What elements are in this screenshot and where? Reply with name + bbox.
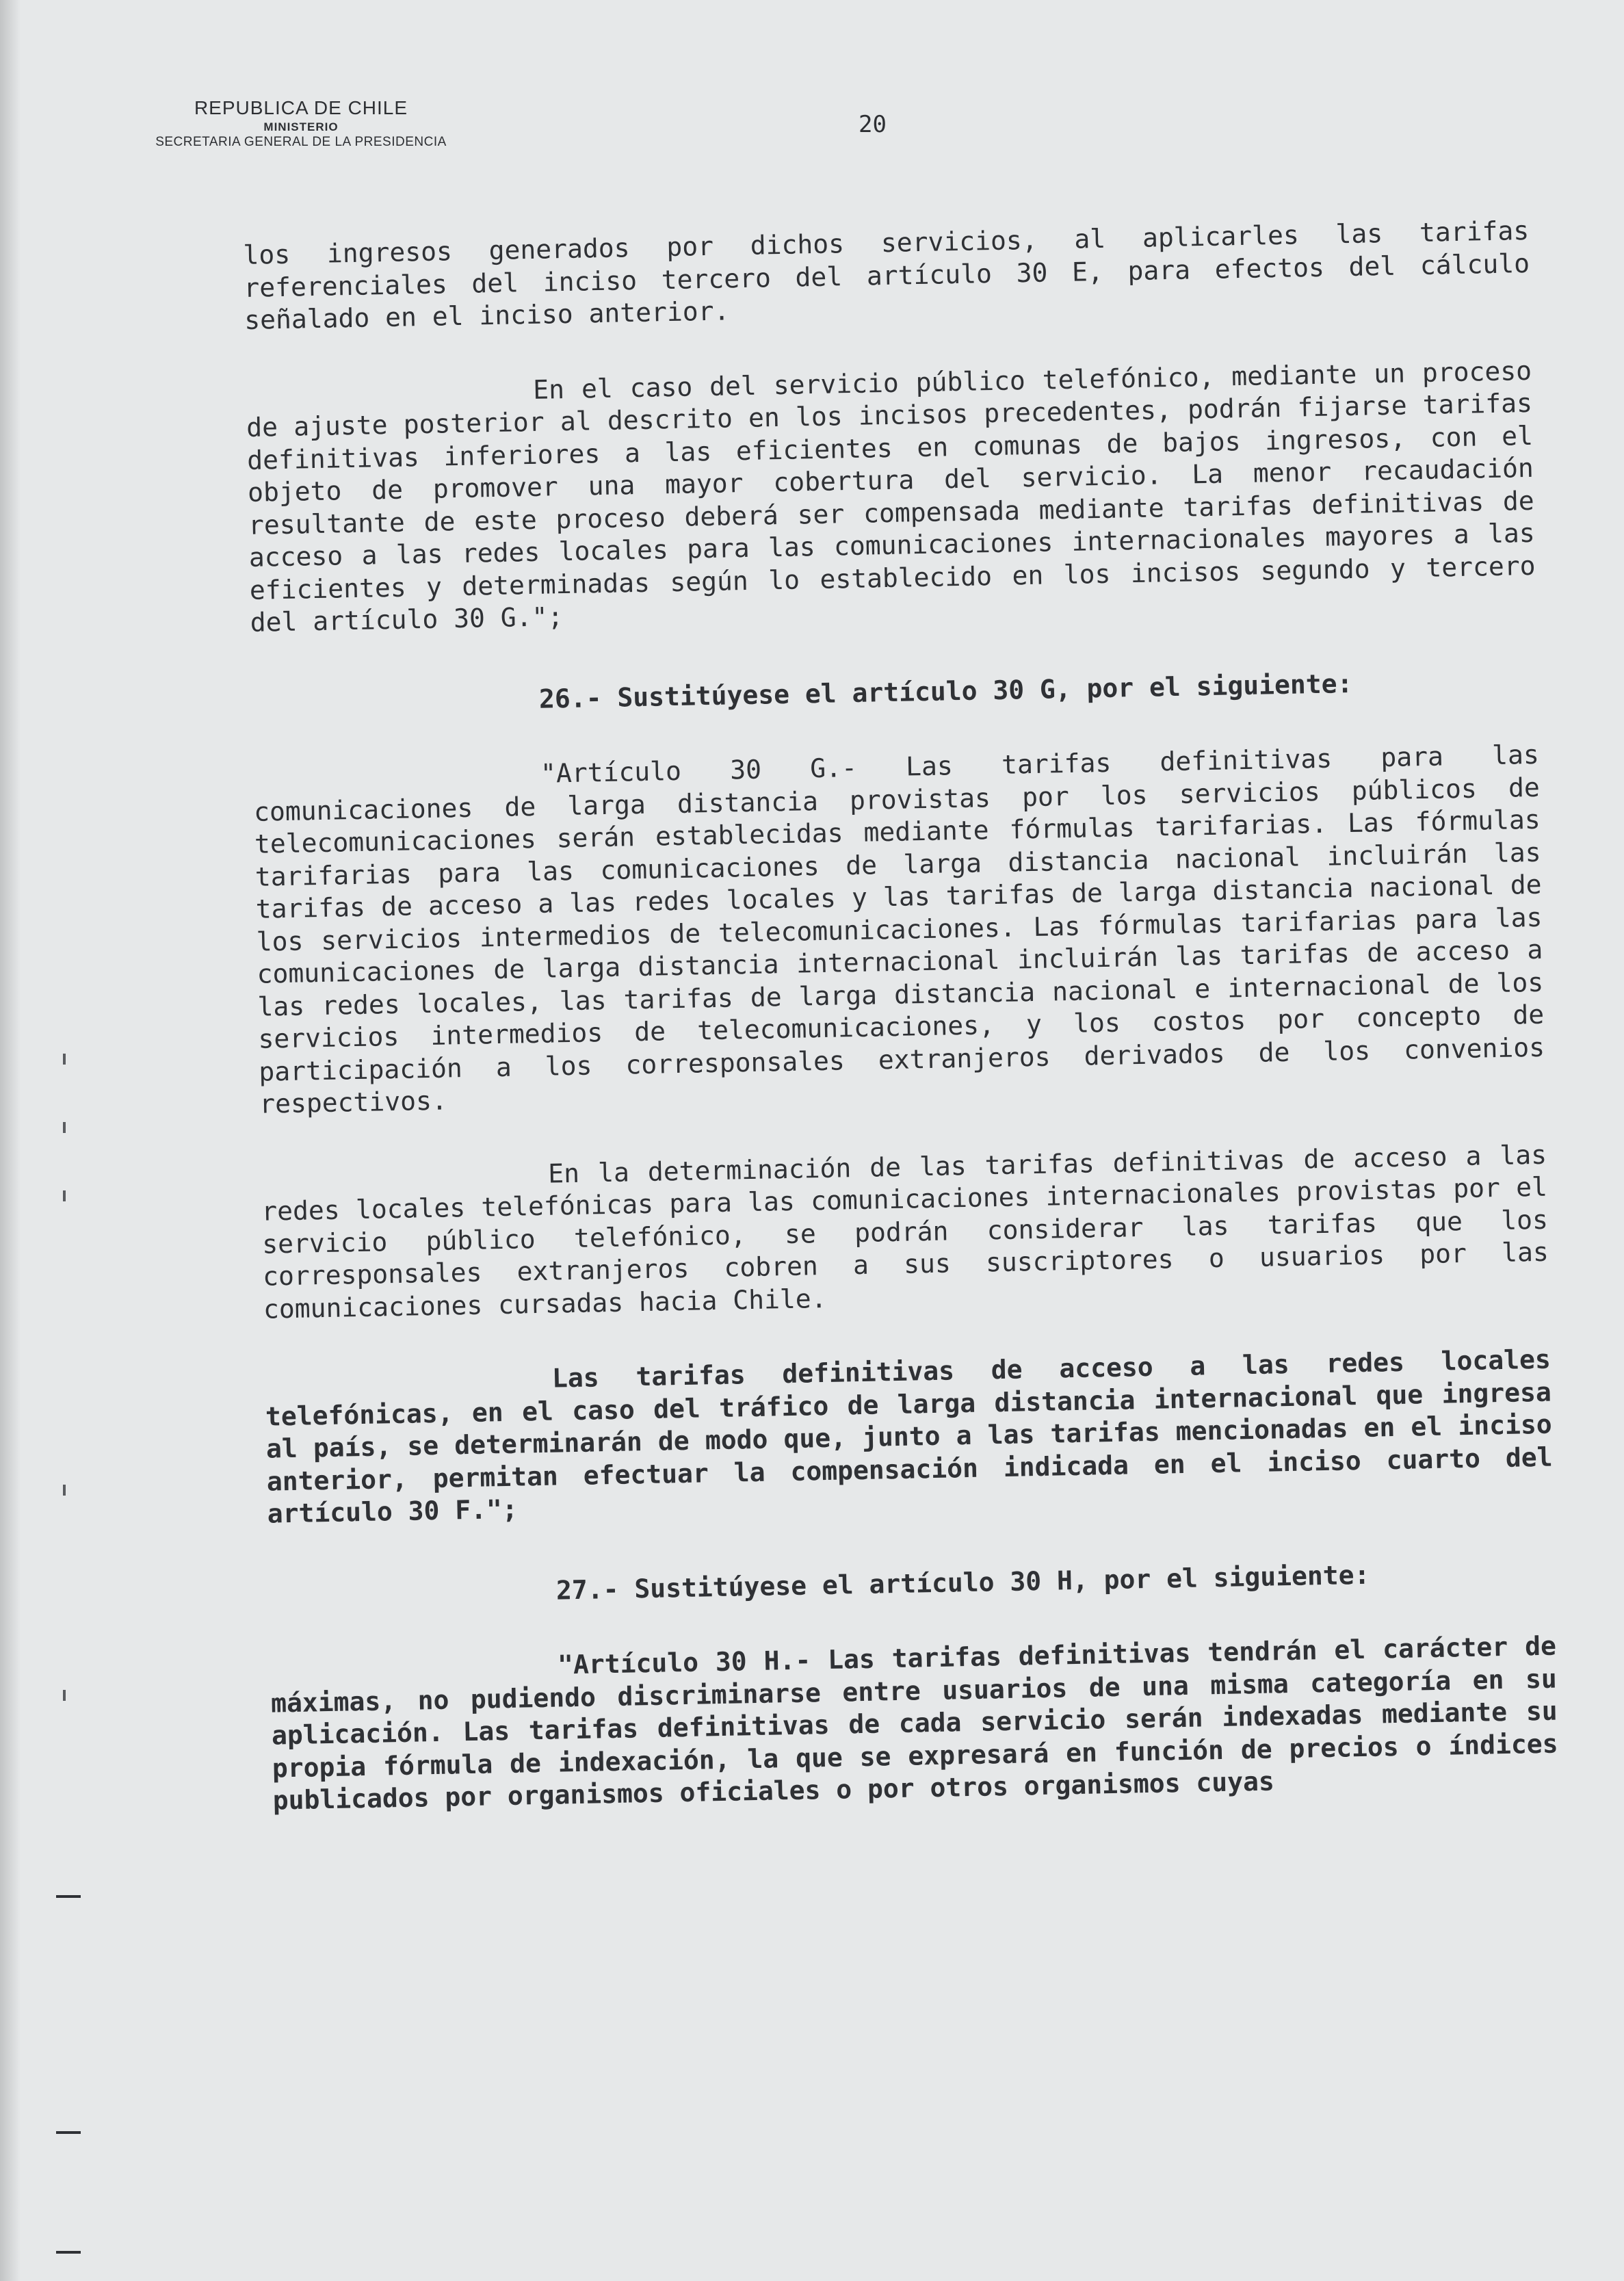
margin-mark (63, 1690, 66, 1701)
margin-mark (56, 1895, 81, 1898)
margin-mark (63, 1190, 66, 1201)
letterhead-ministry: MINISTERIO (263, 120, 339, 133)
paragraph-telephone-service: En el caso del servicio público telefónico, mediante un proceso de ajuste posterior al descrito en los incisos precedentes, podrán fijarse tarifas definitivas inferiores a las eficientes en comunas de bajos ingresos, con el objeto de promover una mayor cobertura del servicio. La menor recaudación resultante de este proceso deberá ser compensada mediante tarifas definitivas de acceso a las redes locales para las comunicaciones internacionales mayores a las eficientes y determinadas según lo establecido en los incisos segundo y tercero del artículo 30 G."; (246, 355, 1536, 638)
page-binding-edge (0, 0, 21, 2281)
paragraph-incoming-traffic: Las tarifas definitivas de acceso a las redes locales telefónicas, en el caso del tráfico de larga distancia internacional que ingresa al país, se determinarán de modo que, junto a las tarifas mencionadas en el inciso anterior, permitan efectuar la compensación indicada en el inciso cuarto del artículo 30 F."; (265, 1344, 1553, 1529)
page-number: 20 (859, 111, 887, 138)
margin-mark (56, 2131, 81, 2134)
margin-mark (63, 1122, 66, 1133)
margin-mark (63, 1054, 66, 1065)
heading-item-27: 27.- Sustitúyese el artículo 30 H, por el siguiente: (555, 1559, 1370, 1606)
document-body (243, 215, 1559, 1817)
paragraph-article-30h: "Artículo 30 H.- Las tarifas definitivas tendrán el carácter de máximas, no pudiendo discriminarse entre usuarios de una misma categoría en su aplicación. Las tarifas definitivas de cada servicio serán indexadas mediante su propia fórmula de indexación, la que se expresará en función de precios o índices publicados por organismos oficiales o por otros organismos cuyas (270, 1630, 1558, 1816)
paragraph-access-tariffs: En la determinación de las tarifas definitivas de acceso a las redes locales telefónicas para las comunicaciones internacionales provistas por el servicio público telefónico, se podrán considerar las tarifas que los corresponsales extranjeros cobren a sus suscriptores o usuarios por las comunicaciones cursadas hacia Chile. (261, 1139, 1549, 1325)
letterhead-country: REPUBLICA DE CHILE (194, 97, 408, 118)
paragraph-continuation: los ingresos generados por dichos servicios, al aplicarles las tarifas referenciales del inciso tercero del artículo 30 E, para efectos del cálculo señalado en el inciso anterior. (243, 215, 1530, 335)
letterhead-secretariat: SECRETARIA GENERAL DE LA PRESIDENCIA (155, 135, 447, 150)
margin-mark (63, 1485, 66, 1496)
margin-mark (56, 2251, 81, 2254)
heading-item-26: 26.- Sustitúyese el artículo 30 G, por el siguiente: (538, 668, 1353, 714)
letterhead (109, 96, 493, 151)
paragraph-article-30g: "Artículo 30 G.- Las tarifas definitivas para las comunicaciones de larga distancia provistas por los servicios públicos de telecomunicaciones serán establecidas mediante fórmulas tarifarias. Las fórmulas tarifarias para las comunicaciones de larga distancia nacional incluirán las tarifas de acceso a las redes locales y las tarifas de larga distancia nacional de los servicios intermedios de telecomunicaciones. Las fórmulas tarifarias para las comunicaciones de larga distancia internacional incluirán las tarifas de acceso a las redes locales, las tarifas de larga distancia nacional e internacional de los servicios intermedios de telecomunicaciones, y los costos por concepto de participación a los corresponsales extranjeros derivados de los convenios respectivos. (253, 739, 1545, 1119)
